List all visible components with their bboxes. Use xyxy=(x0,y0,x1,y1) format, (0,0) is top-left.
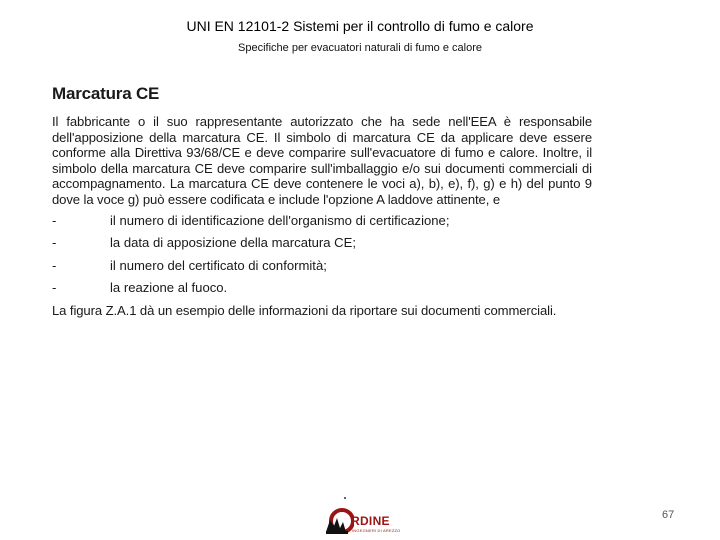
closing-paragraph: La figura Z.A.1 dà un esempio delle informazioni da riportare sui documenti commerciali. xyxy=(52,302,557,318)
logo-tagline: INGEGNERI DI AREZZO xyxy=(352,528,401,533)
list-item xyxy=(52,277,592,300)
list-bullet: - xyxy=(52,235,57,251)
requirements-list xyxy=(52,210,592,300)
section-heading: Marcatura CE xyxy=(52,84,160,103)
list-bullet: - xyxy=(52,257,57,273)
page-title: UNI EN 12101-2 Sistemi per il controllo di fumo e calore xyxy=(186,18,534,34)
list-item xyxy=(52,255,592,278)
ordine-ingegneri-logo-icon xyxy=(324,506,354,536)
list-item-text: la data di apposizione della marcatura CE; xyxy=(110,235,357,251)
scanned-document-excerpt xyxy=(52,84,592,318)
logo-wordmark: RDINE xyxy=(351,514,390,528)
page-subtitle: Specifiche per evacuatori naturali di fumo e calore xyxy=(238,42,482,54)
list-bullet: - xyxy=(52,212,57,228)
logo-dot xyxy=(344,497,346,499)
footer-logo xyxy=(324,496,401,538)
list-item-text: il numero di identificazione dell'organismo di certificazione; xyxy=(110,212,450,228)
list-item xyxy=(52,210,592,233)
list-item-text: la reazione al fuoco. xyxy=(110,280,228,296)
body-paragraph: Il fabbricante o il suo rappresentante autorizzato che ha sede nell'EEA è responsabile dell'apposizione della marcatura CE. Il simbolo di marcatura CE da applicare deve essere conforme alla Direttiva 93/68/CE e deve comparire sull'evacuatore di fumo e calore. Inoltre, il simbolo della marcatura CE deve comparire sull'imballaggio e/o sui documenti commerciali di accompagnamento. La marcatura CE deve contenere le voci a), b), e), f), g) e h) del punto 9 dove la voce g) può essere codificata e include l'opzione A laddove attinente, e xyxy=(52,114,592,207)
list-item-text: il numero del certificato di conformità; xyxy=(110,257,327,273)
page-number: 67 xyxy=(662,509,675,521)
list-bullet: - xyxy=(52,280,57,296)
list-item xyxy=(52,232,592,255)
